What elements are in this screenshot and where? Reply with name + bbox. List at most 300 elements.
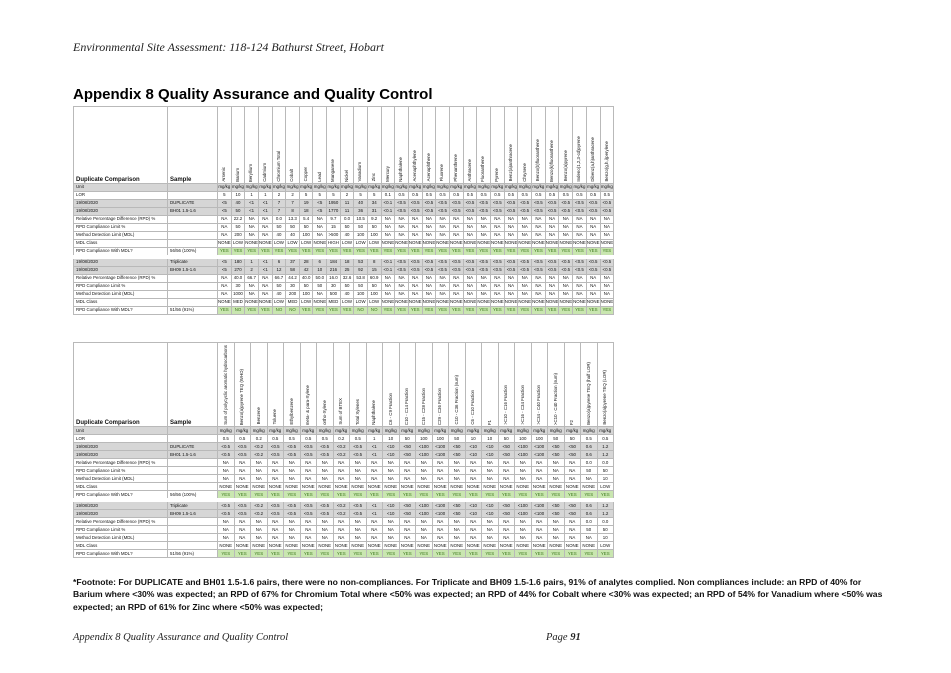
value-cell: NA (559, 275, 573, 283)
value-cell: NA (317, 459, 334, 467)
lor-cell: 2 (286, 192, 300, 200)
lor-row (74, 435, 614, 443)
qaqc-row (74, 275, 614, 283)
value-cell: NONE (245, 240, 259, 248)
analyte-name: C10 - C14 Fraction (404, 387, 410, 425)
value-cell: NA (545, 283, 559, 291)
value-cell: <5 (218, 200, 232, 208)
value-cell: <0.5 (300, 443, 317, 451)
value-cell: NA (477, 224, 491, 232)
analyte-header-cell (395, 107, 409, 184)
value-cell: YES (367, 248, 381, 258)
value-cell: <0.5 (300, 451, 317, 459)
value-cell: 92 (354, 267, 368, 275)
value-cell: NA (317, 526, 334, 534)
value-cell: 40.0 (299, 275, 313, 283)
analyte-header-cell (432, 343, 449, 427)
unit-cell: mg/kg (498, 427, 515, 435)
unit-cell: mg/kg (327, 184, 341, 192)
value-cell: NA (581, 475, 598, 483)
value-cell: <0.5 (504, 200, 518, 208)
value-cell: NA (399, 467, 416, 475)
value-cell: YES (313, 248, 327, 258)
value-cell: 0.6 (581, 443, 598, 451)
unit-cell: mg/kg (340, 184, 354, 192)
value-cell: NA (399, 526, 416, 534)
value-cell: 50 (299, 224, 313, 232)
value-cell: NONE (581, 483, 598, 491)
value-cell: <50 (399, 443, 416, 451)
value-cell: <0.5 (234, 451, 251, 459)
value-cell: NA (518, 224, 532, 232)
value-cell: <10 (383, 500, 400, 510)
analyte-name: Benzo(b)fluoranthene (535, 139, 541, 182)
analyte-name: Naphthalene (398, 156, 404, 182)
value-cell: YES (449, 307, 463, 315)
value-cell: <10 (482, 451, 499, 459)
value-cell: NA (350, 518, 367, 526)
value-cell: NONE (432, 542, 449, 550)
value-cell: NA (432, 526, 449, 534)
row-sample (168, 534, 218, 542)
row-label: MDL Class (74, 542, 168, 550)
analyte-name: Total Xylenes (354, 398, 360, 425)
value-cell: NA (573, 232, 587, 240)
value-cell: YES (515, 550, 532, 558)
value-cell: 53.8 (354, 275, 368, 283)
value-cell: NA (408, 291, 422, 299)
unit-cell: mg/kg (317, 427, 334, 435)
value-cell: NA (436, 275, 450, 283)
value-cell: NA (416, 459, 433, 467)
lor-sample-cell (168, 435, 218, 443)
value-cell: NA (381, 216, 395, 224)
analyte-name: C6 - C9 Fraction (387, 392, 393, 425)
value-cell: 0.6 (581, 451, 598, 459)
value-cell: 44.2 (286, 275, 300, 283)
lor-cell: 10 (231, 192, 245, 200)
value-cell: <0.5 (463, 267, 477, 275)
value-cell: 50 (313, 283, 327, 291)
value-cell: NONE (515, 542, 532, 550)
analyte-name: Benzo(a)pyrene TEQ (LOR) (602, 370, 608, 425)
sample-row (74, 451, 614, 459)
value-cell: 22.2 (231, 216, 245, 224)
lor-cell: 0.5 (597, 435, 614, 443)
value-cell: <0.5 (449, 200, 463, 208)
value-cell: NONE (383, 542, 400, 550)
value-cell: LOW (367, 299, 381, 307)
lor-cell: 0.5 (350, 435, 367, 443)
value-cell: 16.0 (327, 275, 341, 283)
value-cell: 1.2 (597, 451, 614, 459)
value-cell: <10 (383, 443, 400, 451)
value-cell: NA (449, 467, 466, 475)
value-cell: NO (272, 307, 286, 315)
value-cell: 184 (327, 257, 341, 267)
value-cell: YES (491, 248, 505, 258)
lor-row (74, 192, 614, 200)
value-cell: NA (366, 526, 383, 534)
value-cell: <50 (548, 451, 565, 459)
lor-cell: 100 (432, 435, 449, 443)
value-cell: NA (333, 526, 350, 534)
lor-label: LOR (74, 435, 168, 443)
value-cell: 28 (299, 257, 313, 267)
value-cell: NONE (422, 299, 436, 307)
value-cell: NA (548, 475, 565, 483)
lor-cell: 50 (498, 435, 515, 443)
value-cell: NA (515, 534, 532, 542)
analyte-name: Nickel (343, 169, 349, 182)
value-cell: NA (515, 459, 532, 467)
analyte-header-cell (573, 107, 587, 184)
value-cell: <0.5 (491, 208, 505, 216)
lor-cell: 2 (340, 192, 354, 200)
analyte-name: Barium (234, 167, 240, 182)
value-cell: <0.5 (586, 200, 600, 208)
value-cell: <0.2 (251, 500, 268, 510)
value-cell: <0.5 (600, 267, 614, 275)
analyte-name: Pyrene (494, 167, 500, 182)
value-cell: NA (465, 459, 482, 467)
value-cell: NA (313, 232, 327, 240)
value-cell: 66.7 (245, 275, 259, 283)
value-cell: YES (531, 550, 548, 558)
value-cell: 40 (272, 291, 286, 299)
value-cell: NA (408, 224, 422, 232)
value-cell: NA (300, 475, 317, 483)
unit-cell: mg/kg (573, 184, 587, 192)
sample-heading: Sample (168, 107, 218, 184)
value-cell: NA (267, 467, 284, 475)
value-cell: <0.5 (267, 443, 284, 451)
unit-cell: mg/kg (231, 184, 245, 192)
analyte-header-cell (586, 107, 600, 184)
value-cell: YES (482, 491, 499, 501)
row-sample: 51/56 (91%) (168, 307, 218, 315)
qaqc-row (74, 283, 614, 291)
value-cell: NA (564, 526, 581, 534)
value-cell: <0.5 (573, 257, 587, 267)
value-cell: NA (300, 526, 317, 534)
value-cell: YES (234, 550, 251, 558)
value-cell: <0.5 (573, 208, 587, 216)
value-cell: NA (559, 291, 573, 299)
unit-cell: mg/kg (251, 427, 268, 435)
value-cell: <0.5 (532, 208, 546, 216)
value-cell: 100 (367, 232, 381, 240)
value-cell: NA (245, 232, 259, 240)
value-cell: NA (463, 291, 477, 299)
value-cell: <0.5 (300, 500, 317, 510)
value-cell: YES (251, 550, 268, 558)
value-cell: <0.5 (504, 267, 518, 275)
value-cell: <10 (465, 443, 482, 451)
value-cell: NA (491, 224, 505, 232)
row-label: RPD Compliance Limit % (74, 283, 168, 291)
value-cell: 7 (272, 200, 286, 208)
value-cell: NA (218, 475, 235, 483)
value-cell: NA (317, 467, 334, 475)
value-cell: NONE (333, 542, 350, 550)
analyte-name: Lead (316, 171, 322, 182)
value-cell: NA (504, 232, 518, 240)
value-cell: LOW (340, 240, 354, 248)
lor-cell: 0.2 (333, 435, 350, 443)
value-cell: YES (548, 491, 565, 501)
qaqc-row (74, 299, 614, 307)
value-cell: NA (381, 232, 395, 240)
value-cell: 0.0 (597, 459, 614, 467)
lor-cell: 0.5 (408, 192, 422, 200)
value-cell: 10 (597, 475, 614, 483)
value-cell: NONE (381, 240, 395, 248)
value-cell: NA (532, 275, 546, 283)
value-cell: YES (327, 248, 341, 258)
value-cell: NA (573, 216, 587, 224)
value-cell: NO (231, 307, 245, 315)
running-header: Environmental Site Assessment: 118-124 Bathurst Street, Hobart (73, 40, 384, 54)
unit-cell: mg/kg (313, 184, 327, 192)
analyte-name: C29 - C36 Fraction (437, 387, 443, 425)
analyte-header-cell (581, 343, 598, 427)
sample-row (74, 267, 614, 275)
value-cell: NA (600, 216, 614, 224)
value-cell: 40 (354, 200, 368, 208)
value-cell: <0.5 (422, 200, 436, 208)
footnote: *Footnote: For DUPLICATE and BH01 1.5-1.6 pairs, there were no non-compliances. For Triplicate and BH09 1.5-1.6 pairs, 91% of analytes complied. Non compliances include: an RPD of 40% for Barium where <30% was expected; an RPD of 67% for Chromium Total where <50% was expected; an RPD of 44% for Cobalt where <30% was expected; an RPD of 54% for Vanadium where <50% was expected; an RPD of 61% for Zinc where <50% was expected; (73, 577, 883, 612)
value-cell: NA (381, 224, 395, 232)
value-cell: <0.5 (300, 510, 317, 518)
value-cell: <0.2 (333, 500, 350, 510)
unit-cell: mg/kg (218, 184, 232, 192)
value-cell: NA (545, 224, 559, 232)
row-label: 19/08/2020 (74, 208, 168, 216)
row-label: 19/08/2020 (74, 257, 168, 267)
value-cell: NA (245, 291, 259, 299)
unit-row (74, 427, 614, 435)
analyte-header-cell (272, 107, 286, 184)
value-cell: <0.5 (477, 257, 491, 267)
value-cell: YES (333, 550, 350, 558)
value-cell: 30 (286, 283, 300, 291)
value-cell: YES (564, 550, 581, 558)
value-cell: YES (422, 307, 436, 315)
analyte-name: Anthracene (466, 159, 472, 182)
value-cell: <5 (218, 267, 232, 275)
value-cell: <0.5 (532, 257, 546, 267)
value-cell: NONE (465, 483, 482, 491)
row-label: RPD Compliance Limit % (74, 224, 168, 232)
value-cell: YES (218, 491, 235, 501)
value-cell: NA (383, 526, 400, 534)
analyte-name: Sum of BTEX (338, 398, 344, 425)
value-cell: <0.5 (218, 500, 235, 510)
value-cell: YES (597, 550, 614, 558)
row-label: MDL Class (74, 299, 168, 307)
value-cell: NA (515, 467, 532, 475)
value-cell: LOW (286, 240, 300, 248)
value-cell: <0.5 (545, 257, 559, 267)
qaqc-row (74, 232, 614, 240)
value-cell: NONE (532, 299, 546, 307)
value-cell: YES (586, 248, 600, 258)
value-cell: NA (317, 518, 334, 526)
value-cell: 42 (299, 267, 313, 275)
value-cell: NA (531, 518, 548, 526)
unit-cell: mg/kg (586, 184, 600, 192)
analyte-header-cell (463, 107, 477, 184)
value-cell: NA (545, 216, 559, 224)
value-cell: <0.5 (559, 257, 573, 267)
value-cell: NA (245, 216, 259, 224)
value-cell: <0.5 (350, 500, 367, 510)
value-cell: <0.5 (491, 267, 505, 275)
value-cell: YES (399, 550, 416, 558)
unit-cell: mg/kg (299, 184, 313, 192)
value-cell: <0.5 (267, 500, 284, 510)
value-cell: <1 (258, 208, 272, 216)
column-header-row (74, 107, 614, 184)
value-cell: 1.2 (597, 510, 614, 518)
analyte-header-cell (548, 343, 565, 427)
value-cell: <1 (366, 500, 383, 510)
value-cell: YES (559, 307, 573, 315)
qaqc-row (74, 291, 614, 299)
analyte-header-cell (399, 343, 416, 427)
value-cell: NA (267, 459, 284, 467)
value-cell: NA (416, 526, 433, 534)
row-sample (168, 526, 218, 534)
value-cell: NONE (482, 542, 499, 550)
page-number-value: 91 (570, 632, 581, 643)
value-cell: <0.5 (518, 257, 532, 267)
value-cell: NA (251, 534, 268, 542)
value-cell: 50 (231, 208, 245, 216)
value-cell: <1 (366, 443, 383, 451)
value-cell: NA (465, 526, 482, 534)
value-cell: NA (548, 526, 565, 534)
value-cell: <100 (515, 500, 532, 510)
value-cell: <5 (313, 208, 327, 216)
analyte-header-cell (381, 107, 395, 184)
value-cell: YES (436, 307, 450, 315)
lor-cell: 0.5 (267, 435, 284, 443)
value-cell: <0.2 (333, 510, 350, 518)
row-sample: BH01 1.5-1.6 (168, 208, 218, 216)
analyte-name: Chromium Total (275, 150, 281, 182)
value-cell: NONE (234, 542, 251, 550)
analyte-header-cell (422, 107, 436, 184)
unit-cell: mg/kg (218, 427, 235, 435)
value-cell: 50 (340, 283, 354, 291)
value-cell: YES (313, 307, 327, 315)
value-cell: YES (218, 248, 232, 258)
value-cell: NONE (564, 542, 581, 550)
analyte-name: Acenaphthene (425, 153, 431, 182)
lor-cell: 0.5 (300, 435, 317, 443)
value-cell: 100 (367, 291, 381, 299)
row-sample (168, 475, 218, 483)
analyte-header-cell (531, 343, 548, 427)
lor-cell: 100 (416, 435, 433, 443)
value-cell: NA (383, 534, 400, 542)
unit-cell: mg/kg (286, 184, 300, 192)
value-cell: 50 (597, 526, 614, 534)
value-cell: NA (218, 467, 235, 475)
row-sample (168, 240, 218, 248)
value-cell: NA (251, 475, 268, 483)
value-cell: NA (432, 459, 449, 467)
unit-cell: mg/kg (449, 427, 466, 435)
value-cell: NONE (300, 483, 317, 491)
value-cell: 270 (231, 267, 245, 275)
value-cell: NONE (515, 483, 532, 491)
value-cell: YES (317, 491, 334, 501)
value-cell: NA (449, 459, 466, 467)
value-cell: NONE (218, 483, 235, 491)
value-cell: NA (532, 232, 546, 240)
unit-cell: mg/kg (381, 184, 395, 192)
value-cell: NA (313, 291, 327, 299)
value-cell: NONE (284, 483, 301, 491)
value-cell: NA (300, 467, 317, 475)
value-cell: 11 (340, 200, 354, 208)
value-cell: YES (416, 550, 433, 558)
unit-cell: mg/kg (465, 427, 482, 435)
value-cell: <0.5 (317, 500, 334, 510)
value-cell: NA (258, 291, 272, 299)
analyte-header-cell (300, 343, 317, 427)
value-cell: NA (234, 526, 251, 534)
value-cell: YES (597, 491, 614, 501)
value-cell: <10 (482, 500, 499, 510)
value-cell: <0.5 (267, 510, 284, 518)
analyte-name: Toluene (272, 409, 278, 425)
value-cell: NA (234, 459, 251, 467)
value-cell: <0.2 (251, 443, 268, 451)
analyte-name: Copper (302, 167, 308, 182)
row-label: RPD Compliance With MDL? (74, 550, 168, 558)
value-cell: NA (350, 526, 367, 534)
value-cell: NONE (548, 542, 565, 550)
value-cell: NONE (218, 240, 232, 248)
unit-cell: mg/kg (581, 427, 598, 435)
value-cell: <10 (383, 510, 400, 518)
value-cell: NONE (504, 240, 518, 248)
value-cell: YES (267, 491, 284, 501)
value-cell: HIGH (327, 240, 341, 248)
value-cell: 0.6 (581, 500, 598, 510)
value-cell: YES (432, 491, 449, 501)
value-cell: NONE (258, 299, 272, 307)
value-cell: YES (463, 307, 477, 315)
value-cell: NA (218, 291, 232, 299)
value-cell: YES (317, 550, 334, 558)
value-cell: 37 (286, 257, 300, 267)
value-cell: 11 (340, 208, 354, 216)
qaqc-row (74, 216, 614, 224)
value-cell: NA (504, 291, 518, 299)
value-cell: <1 (366, 451, 383, 459)
value-cell: NA (408, 216, 422, 224)
unit-row (74, 184, 614, 192)
value-cell: YES (383, 550, 400, 558)
value-cell: YES (504, 248, 518, 258)
value-cell: 40 (272, 232, 286, 240)
value-cell: YES (545, 248, 559, 258)
